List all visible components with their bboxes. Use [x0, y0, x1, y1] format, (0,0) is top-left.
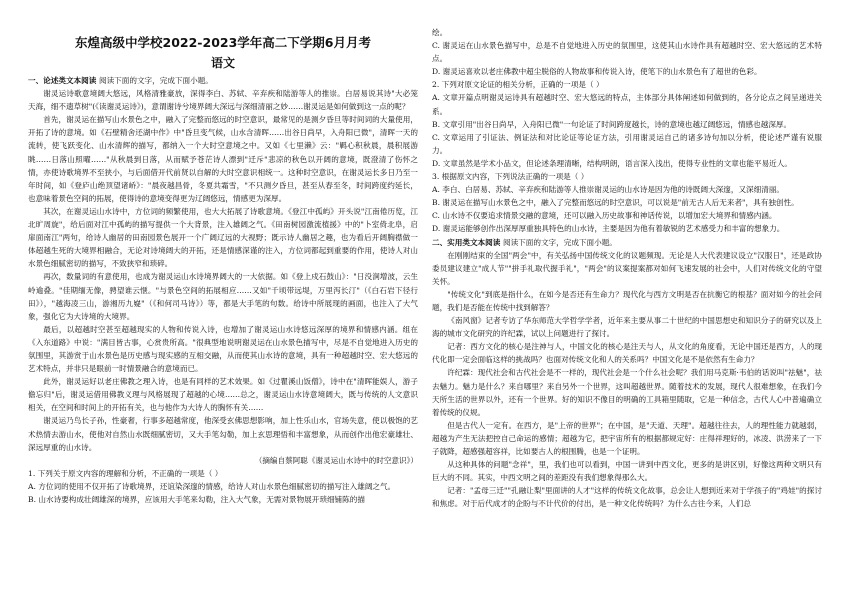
passage-paragraph: 最后，以超越时空甚至超越现实的人物和传说入诗，也增加了谢灵运山水诗悠远深厚的境界和情感内涵。组在《入东道路》中说："满目皆古事，心赏贵所高。"很典型地说明谢灵运在山水景色描写中，尽是不自觉地进入历史的氛围里，其游赏于山水景色是历史感与现实感的互相交融，从而使其山水诗的意境，具有一种超越时空、宏大悠远的艺术特点，并非只是眼前一时情景融合的意境而已。 — [28, 324, 418, 374]
passage-paragraph: "传统文化"到底是指什么，在如今是否还有生命力？现代化与西方文明是否在抗衡它的根基？面对如今的社会问题，我们是否能在传统中找到解答？ — [432, 289, 822, 312]
section-1-title: 一、论述类文本阅读 — [28, 76, 97, 85]
section-2-instruction: 阅读下面的文字，完成下面小题。 — [503, 237, 617, 247]
question-1-option-c: C. 谢灵运在山水景色描写中，总是不自觉地进入历史的氛围里，这使其山水诗作具有超越时空、宏大悠远的艺术特点。 — [432, 41, 822, 64]
question-2-option-d: D. 文章虽然是学术小品文，但论述条理清晰，结构明朗，语言深入浅出，使得专业性的文章也能平易近人。 — [432, 158, 792, 168]
question-3-option-d: D. 谢灵运能够创作出深厚厚重独具特色的山水诗，主要是因为他有着敏锐的艺术感受力和丰富的想象力。 — [432, 224, 785, 234]
passage-paragraph: 其次，在谢灵运山水诗中，方位词的频繁使用，也大大拓展了诗歌意境。《登江中孤屿》开头说"江南倦历览，江北旷周旋"，给后面对江中孤屿的描写提供一个大背景，注入雄阔之气。《田南树园激流植援》中的"卜室倚北阜，启扉面南江"两句，给诗人幽居的田南园景色展开一个广阔辽远的大视野；既示诗人幽居之趣，也为看后开阔胸襟做一体超越生死的大境界相融合，无论对诗境阔大的开拓，还是情感深谨的注入，方位词都起到重要的作用，使诗人对山水景色细腻密切的描写，不致狭窄和琐碎。 — [28, 206, 418, 269]
question-1-option-b-continued: 绘。 — [432, 28, 448, 37]
passage-paragraph: 此外，谢灵运好以老庄佛教之理入诗，也是有同样的艺术效果。如《过瞿溪山饭僧》，诗中在"清晖能娱人，游子儋忘归"后，谢灵运借用佛教义理与风格展现了超越的心境……总之，谢灵运山水诗意境阔大，既与传统的人文意识相关，在空间和时间上的开拓有关，也与他作为大诗人的胸怀有关…… — [28, 377, 418, 413]
question-1-stem: 1. 下列关于原文内容的理解和分析，不正确的一项是（ ） — [28, 468, 223, 478]
question-2-stem: 2. 下列对原文论证的相关分析，正确的一项是（ ） — [432, 80, 604, 90]
question-3-option-c: C. 山水诗不仅要追求情景交融的意境，还可以融入历史故事和神话传说，以增加宏大境界和情感内涵。 — [432, 211, 777, 221]
passage-paragraph: 《南风窗》记者专访了华东师范大学哲学学者，近年来主要从事二十世纪的中国思想史和知识分子的研究以及上海的城市文化研究的许纪霖，试以上问题进行了探讨。 — [432, 316, 822, 339]
question-2-option-b: B. 文章引用"出谷日尚早，入舟阳已微"一句论证了时间跨度越长，诗的意境也越辽阔悠远，情感也越深厚。 — [432, 119, 792, 129]
question-3-option-b: B. 谢灵运在描写山水景色之中，融入了完整而悠远的时空意识，可以说是"前无古人后无来者"，具有独创性。 — [432, 198, 799, 208]
passage-paragraph: 记者：西方文化的核心是注神与人，中国文化的核心是注天与人，从文化的角度看，无论中国还是西方，人的现代化即一定会面临这样的挑战吗？也面对传统文化和人的关系吗？中国文化是不是依然有生命力？ — [432, 342, 822, 365]
passage-paragraph: 再次，数量词的有意使用，也成为谢灵运山水诗境界阔大的一大依据。如《登上戍石鼓山》："日没涧增波，云生岭逾叠。"佳期缅无像，骋望谁云惬。"与景色空间的拓展相应……又如"千顷带远堤，万里泻长汀"（《白石岩下径行田》），"越海凌三山，游湘历九嶷"（《和何司马诗》）等，都是大手笔的句数。给诗中所展现的画面，也注入了大气象，强化它为大诗境的大境界。 — [28, 272, 418, 321]
passage-paragraph: 许纪霖：现代社会和古代社会是不一样的，现代社会是一个什么社会呢？我们用马克斯·韦伯的话说叫"祛魅"，祛去魅力。魅力是什么？来自哪里？来自另外一个世界，这叫超越世界。随着技术的发展，现代人很难想象，在我们今天所生活的世界以外，还有一个世界。好的知识不像目的明确的工具箱里随取，它是一种信念，古代人心中普遍确立着传统的仪规。 — [432, 368, 822, 417]
section-2-title: 二、实用类文本阅读 — [432, 237, 501, 247]
subject-title: 语文 — [210, 56, 235, 70]
passage-paragraph: 在刚刚结束的全国"两会"中，有关弘扬中国传统文化的议题频现。无论是人大代表建议设立"汉服日"，还是政协委员建议建立"成人节""拼手礼取代握手礼"，"两会"的议案提案都对如何飞速发展的社会中，人们对传统文化的守望关怀。 — [432, 250, 822, 286]
passage-paragraph: 首先，谢灵运在描写山水景色之中，融入了完整而悠远的时空意识，最常见的是测夕昏旦等时间词的大量使用，开拓了诗的意境。如《石壁精舍还湖中作》中"昏旦变气候，山水含清晖……出谷日尚早，入舟阳已微"，清晖一天的流转，使飞跃变化、山水清辉的描写，都纳入一个大时空意境之中。又如《七里濑》云："羁心积秋晨，晨积展游眺……日落山照曜……"从秋晨到日落，从而赋予苍茫诗人漂到"迁斥"悲凉的秋色以开阔的意境，既澄清了伤怀之情，亦使诗歌境界不至狭小，与后面借开代前贤以自解的大时空意识相统一。这种时空意识，在谢灵运长多日乃至一年时间，如《登庐山绝顶望诸峤》："晨夜越昌骨，冬夏共霜雪，"不只测夕昏旦，甚至从春至冬，时间跨度约延长，也意味着景色空间的拓展，使得诗的意境变得更为辽阔悠远，情感更为深厚。 — [28, 115, 418, 203]
question-1-option-d: D. 谢灵运喜欢以老庄佛教中超尘脱俗的人物故事和传说入诗，使笔下的山水景色有了超世的色彩。 — [432, 67, 762, 77]
section-2-heading — [432, 236, 822, 249]
passage-paragraph: 从这种具体的问题"念祥"，里，我们也可以看到，中国一讲到中西文化，更多的是讲区别，好像这两种文明只有巨大的不同。其实，中西文明之间的差距没有我们想象得那么大。 — [432, 460, 822, 483]
exam-title: 东煌高级中学校2022-2023学年高二下学期6月月考 — [75, 35, 371, 50]
passage-paragraph: 谢灵运诗歌意境阔大悠远，风格清雅豪放，深得李白、苏轼、辛弃疾和陆游等人的推崇。白居易说其诗"大必笼天海，细不遗草树"(《读谢灵运诗》)，意谓谢诗兮境界阔大深远与深细清丽之妙……谢灵运是如何做到这一点的呢？ — [28, 89, 418, 112]
passage-source: （摘编自蔡阿聪《谢灵运山水诗中的时空意识》） — [254, 455, 418, 465]
question-3-stem: 3. 根据原文内容，下列说法正确的一项是（ ） — [432, 172, 589, 182]
section-1-heading — [28, 74, 418, 87]
left-column — [28, 28, 418, 506]
right-column — [432, 26, 822, 510]
passage-paragraph: 记者："孟母三迁""孔融让梨"里面讲的人才"这样的传统文化故事，总会让人想到近来对于学孩子的"鸡娃"的探讨和焦虑。对于后代成才的企盼与不计代价的付出，是一种文化传统吗？为什么古往今来，人们总 — [432, 486, 822, 509]
question-1-option-a: A. 方位词的使用不仅开拓了诗歌境界，还谊染深邃的情感，给诗人对山水景色细腻密切的描写注入雄阔之气。 — [28, 481, 396, 491]
question-3-option-a: A. 李白、白居易、苏轼、辛弃疾和陆游等人推崇谢灵运的山水诗是因为他的诗既阔大深邃，又深细清丽。 — [432, 185, 785, 195]
passage-paragraph: 谢灵运乃鸟长子孙，性豪奢，行事多超越常度，他深受玄佛思想影响，加上性乐山水，官场失意，使以极饱的艺术热情去游山水，使他对自然山水既细腻密切，又大手笔勾勒，加上玄思理悟和丰富想象，从而创作出他宏豪雄壮、深远厚重的山水诗。 — [28, 416, 418, 452]
question-2-option-a: A. 文章开篇点明谢灵运诗具有超越时空、宏大悠远的特点，主体部分具体阐述如何做到的，各分论点之间呈递进关系。 — [432, 93, 822, 116]
section-1-instruction: 阅读下面的文字，完成下面小题。 — [99, 76, 213, 85]
question-1-option-b: B. 山水诗要构成壮阔雄深的境界，应该用大手笔来勾勒，注入大气象，无需对景物展开琐细铺陈的描 — [28, 495, 365, 504]
passage-paragraph: 但是古代人一定有。在西方，是"上帝的世界"；在中国，是"天道、天理"。超越往往去，人的理性能力就越弱，超越为产生无法把控自己命运的感情；超越为它，把宇宙所有的根据都规定好：庄得祥理好的，冰凌、洪涝来了一下子就降，超感强超容祥，比如要古人的根围腾，也是一个证明。 — [432, 420, 822, 456]
question-2-option-c: C. 文章运用了引证法、例证法和对比论证等论证方法，引用谢灵运自己的诸多诗句加以分析，使论述严谨有说服力。 — [432, 132, 822, 155]
